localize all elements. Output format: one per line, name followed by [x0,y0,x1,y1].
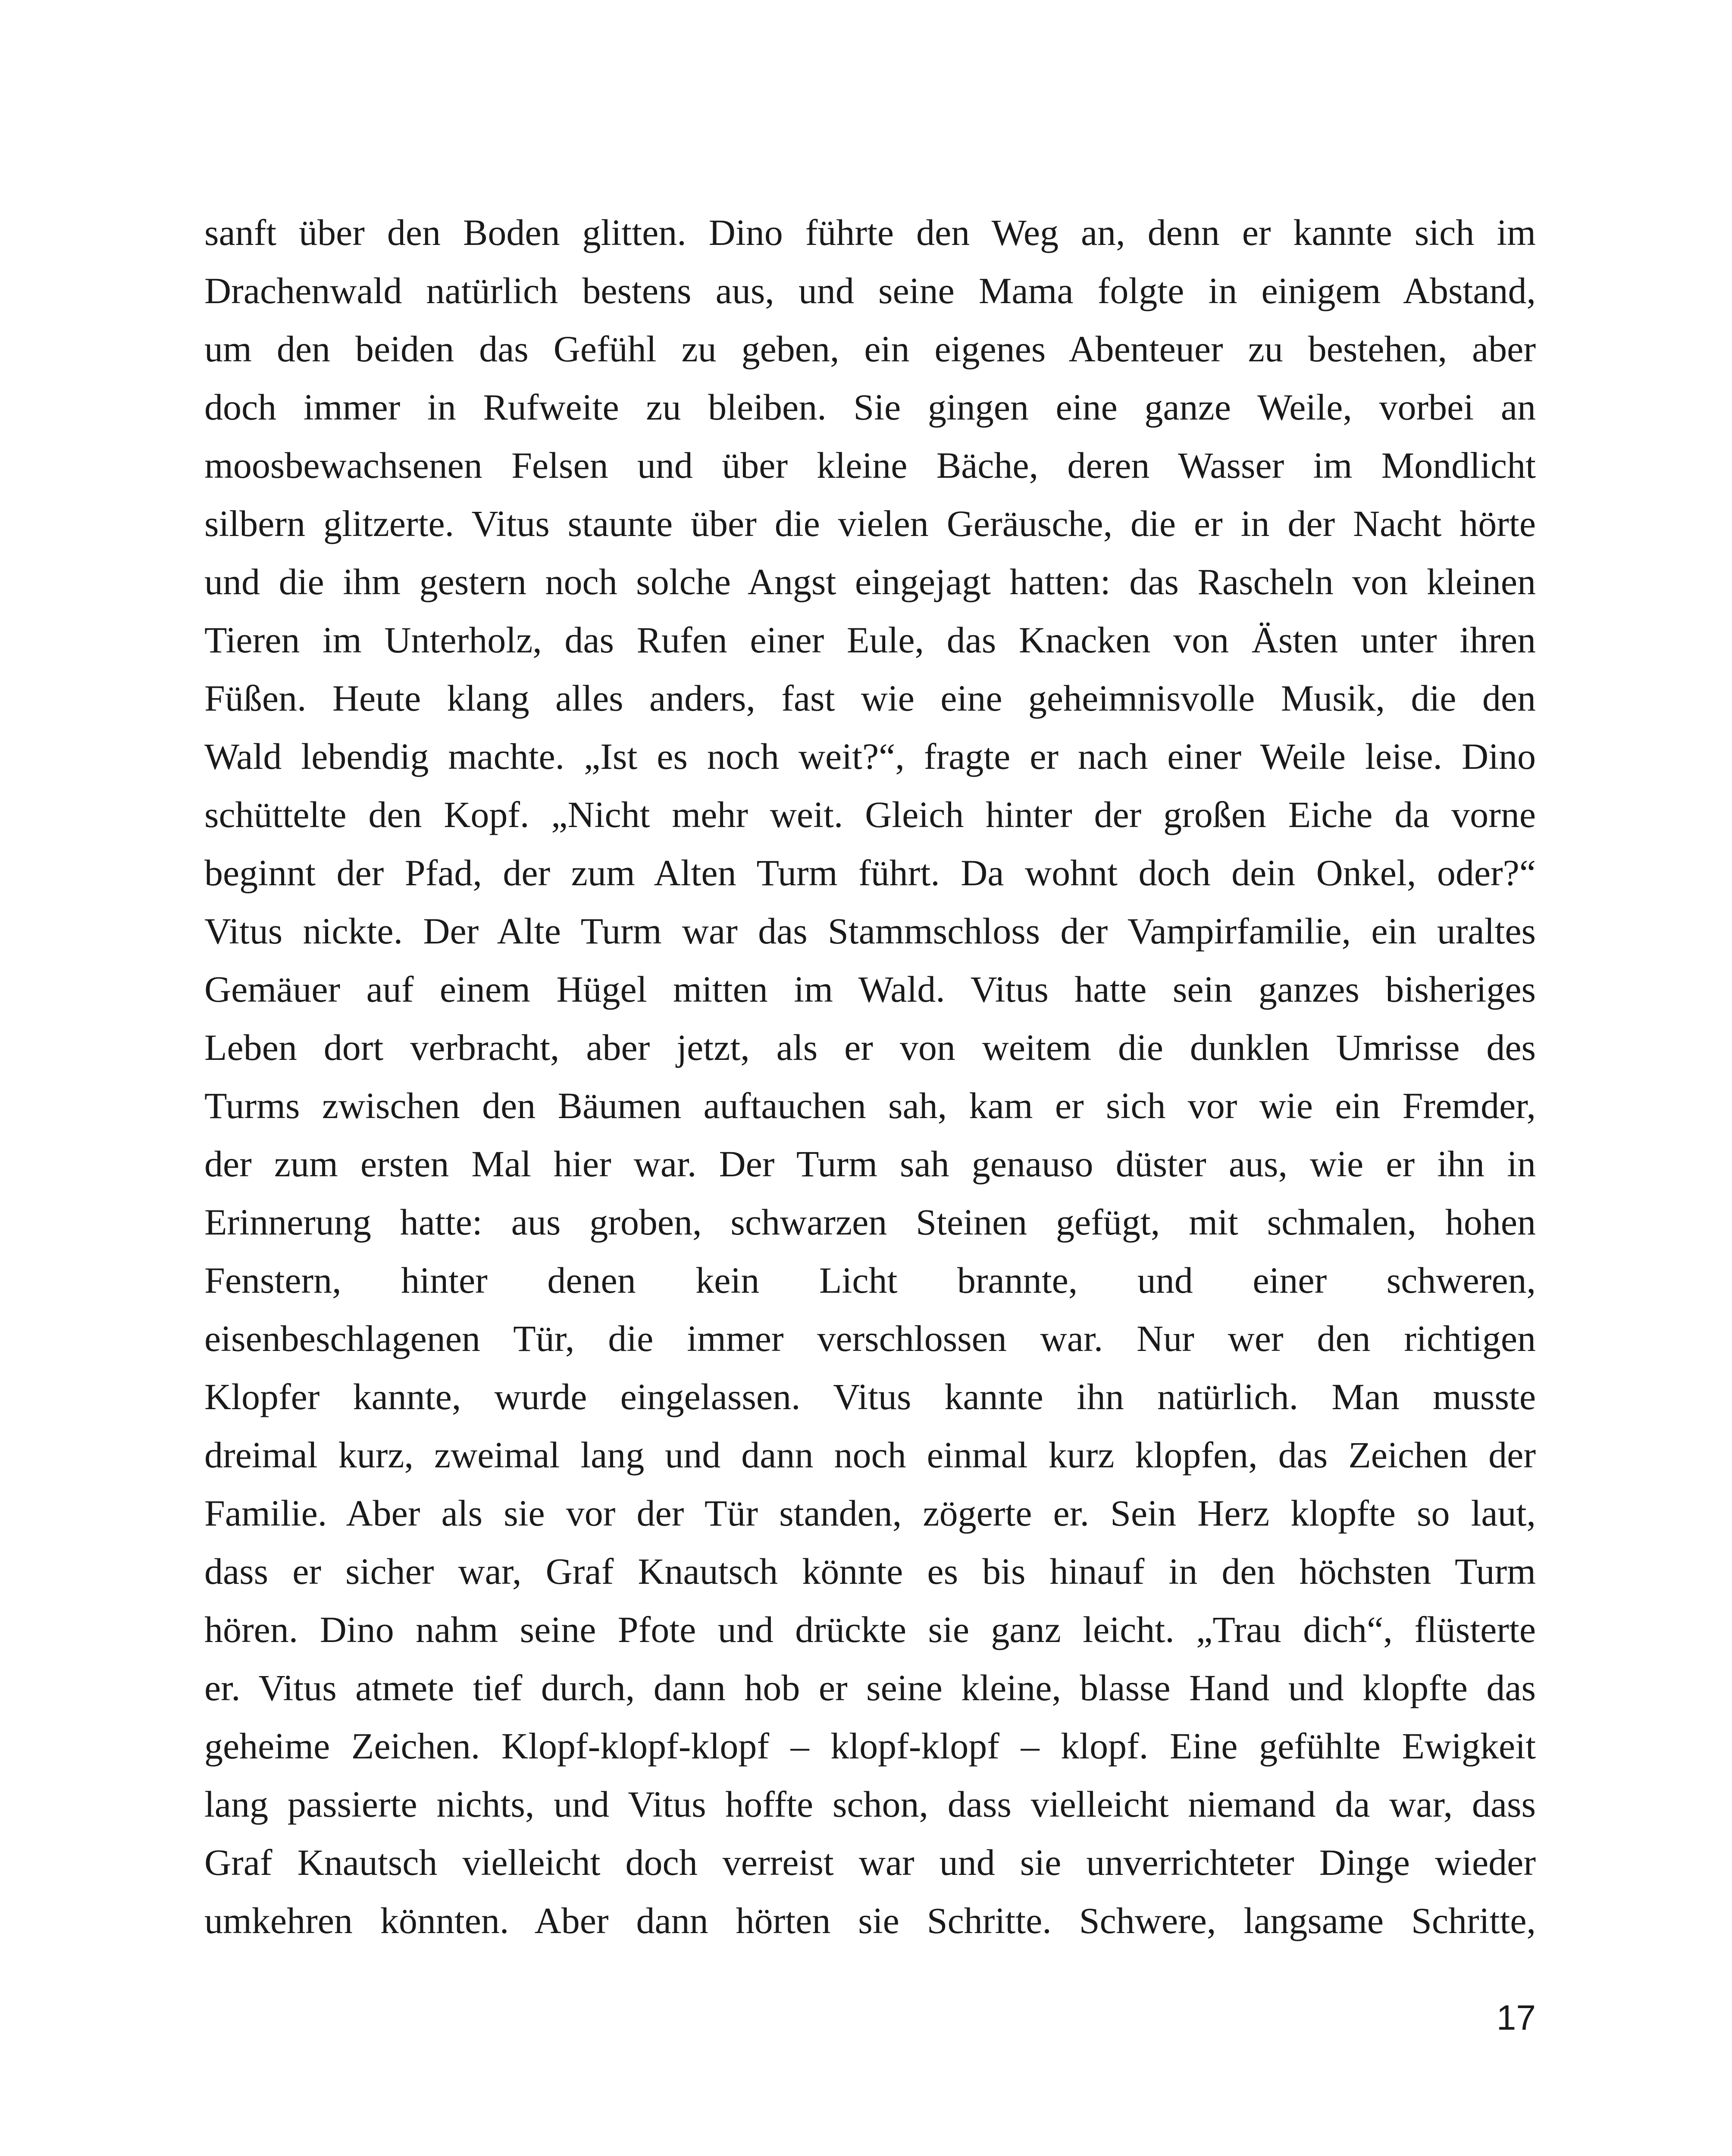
text-line: Vitus nickte. Der Alte Turm war das Stammschloss der Vampirfamilie, ein uraltes [204,910,1536,952]
text-line: dass er sicher war, Graf Knautsch könnte es bis hinauf in den höchsten Turm [204,1551,1536,1592]
text-line: geheime Zeichen. Klopf-klopf-klopf – klopf-klopf – klopf. Eine gefühlte Ewigkeit [204,1725,1536,1767]
text-line: umkehren könnten. Aber dann hörten sie Schritte. Schwere, langsame Schritte, [204,1900,1536,1941]
text-line: Drachenwald natürlich bestens aus, und seine Mama folgte in einigem Abstand, [204,270,1536,311]
text-line: der zum ersten Mal hier war. Der Turm sah genauso düster aus, wie er ihn in [204,1143,1536,1185]
text-line: Klopfer kannte, wurde eingelassen. Vitus kannte ihn natürlich. Man musste [204,1376,1536,1417]
text-line: Erinnerung hatte: aus groben, schwarzen Steinen gefügt, mit schmalen, hohen [204,1201,1536,1243]
text-line: Turms zwischen den Bäumen auftauchen sah, kam er sich vor wie ein Fremder, [204,1085,1536,1126]
text-line: doch immer in Rufweite zu bleiben. Sie gingen eine ganze Weile, vorbei an [204,386,1536,428]
text-line: lang passierte nichts, und Vitus hoffte schon, dass vielleicht niemand da war, dass [204,1783,1536,1825]
text-line: Wald lebendig machte. „Ist es noch weit?“, fragte er nach einer Weile leise. Dino [204,736,1536,777]
text-line: beginnt der Pfad, der zum Alten Turm führt. Da wohnt doch dein Onkel, oder?“ [204,852,1536,893]
text-line: um den beiden das Gefühl zu geben, ein eigenes Abenteuer zu bestehen, aber [204,328,1536,370]
text-line: Tieren im Unterholz, das Rufen einer Eule, das Knacken von Ästen unter ihren [204,619,1536,661]
body-text [204,204,1536,1950]
text-line: Gemäuer auf einem Hügel mitten im Wald. Vitus hatte sein ganzes bisheriges [204,968,1536,1010]
text-line: dreimal kurz, zweimal lang und dann noch einmal kurz klopfen, das Zeichen der [204,1434,1536,1476]
page-number: 17 [1496,1998,1536,2037]
text-line: Füßen. Heute klang alles anders, fast wie eine geheimnisvolle Musik, die den [204,677,1536,719]
text-line: und die ihm gestern noch solche Angst eingejagt hatten: das Rascheln von kleinen [204,561,1536,602]
text-line: silbern glitzerte. Vitus staunte über die vielen Geräusche, die er in der Nacht hörte [204,503,1536,544]
text-line: er. Vitus atmete tief durch, dann hob er seine kleine, blasse Hand und klopfte das [204,1667,1536,1708]
text-line: hören. Dino nahm seine Pfote und drückte sie ganz leicht. „Trau dich“, flüsterte [204,1609,1536,1650]
text-line: sanft über den Boden glitten. Dino führte den Weg an, denn er kannte sich im [204,212,1536,253]
text-line: Graf Knautsch vielleicht doch verreist war und sie unverrichteter Dinge wieder [204,1842,1536,1883]
text-line: Fenstern, hinter denen kein Licht brannte, und einer schweren, [204,1260,1536,1301]
text-line: Familie. Aber als sie vor der Tür standen, zögerte er. Sein Herz klopfte so laut, [204,1492,1536,1534]
text-line: eisenbeschlagenen Tür, die immer verschlossen war. Nur wer den richtigen [204,1318,1536,1359]
text-line: moosbewachsenen Felsen und über kleine Bäche, deren Wasser im Mondlicht [204,445,1536,486]
text-line: Leben dort verbracht, aber jetzt, als er von weitem die dunklen Umrisse des [204,1027,1536,1068]
text-line: schüttelte den Kopf. „Nicht mehr weit. Gleich hinter der großen Eiche da vorne [204,794,1536,835]
